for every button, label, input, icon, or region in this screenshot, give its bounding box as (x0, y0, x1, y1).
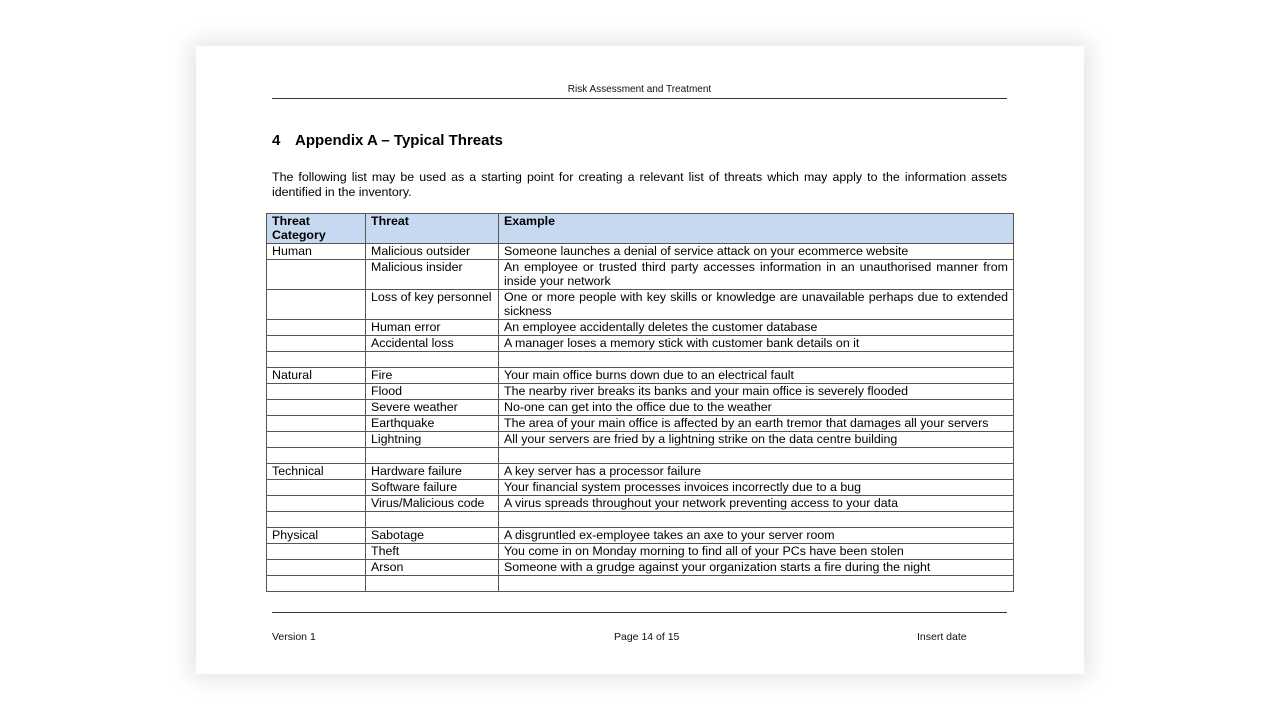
table-row (267, 431, 1014, 447)
table-row (267, 383, 1014, 399)
footer-version: Version 1 (272, 631, 316, 643)
threat-cell: Malicious outsider (366, 244, 499, 260)
column-header-threat-category: Threat Category (267, 214, 366, 244)
example-cell: A virus spreads throughout your network preventing access to your data (499, 495, 1014, 511)
table-row (267, 319, 1014, 335)
intro-paragraph: The following list may be used as a starting point for creating a relevant list of threats which may apply to the information assets identified in the inventory. (272, 170, 1007, 199)
example-cell: A key server has a processor failure (499, 463, 1014, 479)
document-page (196, 46, 1084, 674)
threat-cell: Severe weather (366, 399, 499, 415)
threat-cell (366, 511, 499, 527)
threat-category-cell (267, 260, 366, 290)
example-cell: Your financial system processes invoices incorrectly due to a bug (499, 479, 1014, 495)
threat-category-cell (267, 431, 366, 447)
page-header-title: Risk Assessment and Treatment (567, 84, 712, 95)
threat-category-cell: Human (267, 244, 366, 260)
footer-page-number: Page 14 of 15 (614, 631, 680, 643)
threat-category-cell (267, 559, 366, 575)
threat-cell: Virus/Malicious code (366, 495, 499, 511)
threats-table (266, 213, 1014, 592)
table-row (267, 511, 1014, 527)
threat-cell (366, 575, 499, 591)
threat-category-cell: Physical (267, 527, 366, 543)
example-cell (499, 351, 1014, 367)
threat-cell: Accidental loss (366, 335, 499, 351)
threat-category-cell (267, 335, 366, 351)
example-cell: Someone launches a denial of service attack on your ecommerce website (499, 244, 1014, 260)
table-row (267, 289, 1014, 319)
threat-cell: Flood (366, 383, 499, 399)
table-row (267, 575, 1014, 591)
table-row (267, 559, 1014, 575)
table-row (267, 479, 1014, 495)
threat-category-cell (267, 511, 366, 527)
table-row (267, 351, 1014, 367)
threat-cell (366, 447, 499, 463)
threat-cell: Human error (366, 319, 499, 335)
example-cell: A manager loses a memory stick with customer bank details on it (499, 335, 1014, 351)
table-row (267, 260, 1014, 290)
threat-category-cell (267, 399, 366, 415)
header-divider (272, 98, 1007, 99)
example-cell: All your servers are fried by a lightning strike on the data centre building (499, 431, 1014, 447)
example-cell (499, 447, 1014, 463)
threat-category-cell (267, 447, 366, 463)
table-row (267, 415, 1014, 431)
example-cell: Your main office burns down due to an electrical fault (499, 367, 1014, 383)
table-row (267, 244, 1014, 260)
threat-cell (366, 351, 499, 367)
table-header-row (267, 214, 1014, 244)
threat-cell: Sabotage (366, 527, 499, 543)
table-row (267, 463, 1014, 479)
column-header-example: Example (499, 214, 1014, 244)
threat-cell: Arson (366, 559, 499, 575)
threat-cell: Hardware failure (366, 463, 499, 479)
example-cell: The area of your main office is affected by an earth tremor that damages all your servers (499, 415, 1014, 431)
section-number: 4 (272, 132, 281, 149)
table-row (267, 367, 1014, 383)
threat-cell: Loss of key personnel (366, 289, 499, 319)
threat-category-cell (267, 495, 366, 511)
example-cell: You come in on Monday morning to find all of your PCs have been stolen (499, 543, 1014, 559)
example-cell: No-one can get into the office due to the weather (499, 399, 1014, 415)
table-row (267, 495, 1014, 511)
example-cell: Someone with a grudge against your organization starts a fire during the night (499, 559, 1014, 575)
example-cell (499, 511, 1014, 527)
example-cell: An employee or trusted third party accesses information in an unauthorised manner from inside your network (499, 260, 1014, 290)
threat-category-cell (267, 415, 366, 431)
table-row (267, 447, 1014, 463)
threat-category-cell (267, 289, 366, 319)
threat-cell: Software failure (366, 479, 499, 495)
table-row (267, 527, 1014, 543)
threat-cell: Fire (366, 367, 499, 383)
threat-cell: Lightning (366, 431, 499, 447)
threat-cell: Earthquake (366, 415, 499, 431)
table-row (267, 335, 1014, 351)
footer-divider (272, 612, 1007, 613)
footer-date: Insert date (917, 631, 967, 643)
section-title: Appendix A – Typical Threats (295, 132, 503, 149)
column-header-threat: Threat (366, 214, 499, 244)
threat-category-cell: Technical (267, 463, 366, 479)
threat-category-cell (267, 351, 366, 367)
section-heading (272, 132, 503, 149)
table-row (267, 543, 1014, 559)
example-cell (499, 575, 1014, 591)
threat-category-cell: Natural (267, 367, 366, 383)
threat-cell: Malicious insider (366, 260, 499, 290)
example-cell: One or more people with key skills or knowledge are unavailable perhaps due to extended sickness (499, 289, 1014, 319)
threat-category-cell (267, 383, 366, 399)
threat-category-cell (267, 479, 366, 495)
threat-category-cell (267, 575, 366, 591)
example-cell: A disgruntled ex-employee takes an axe to your server room (499, 527, 1014, 543)
table-row (267, 399, 1014, 415)
threat-cell: Theft (366, 543, 499, 559)
threat-category-cell (267, 543, 366, 559)
example-cell: An employee accidentally deletes the customer database (499, 319, 1014, 335)
example-cell: The nearby river breaks its banks and your main office is severely flooded (499, 383, 1014, 399)
threat-category-cell (267, 319, 366, 335)
